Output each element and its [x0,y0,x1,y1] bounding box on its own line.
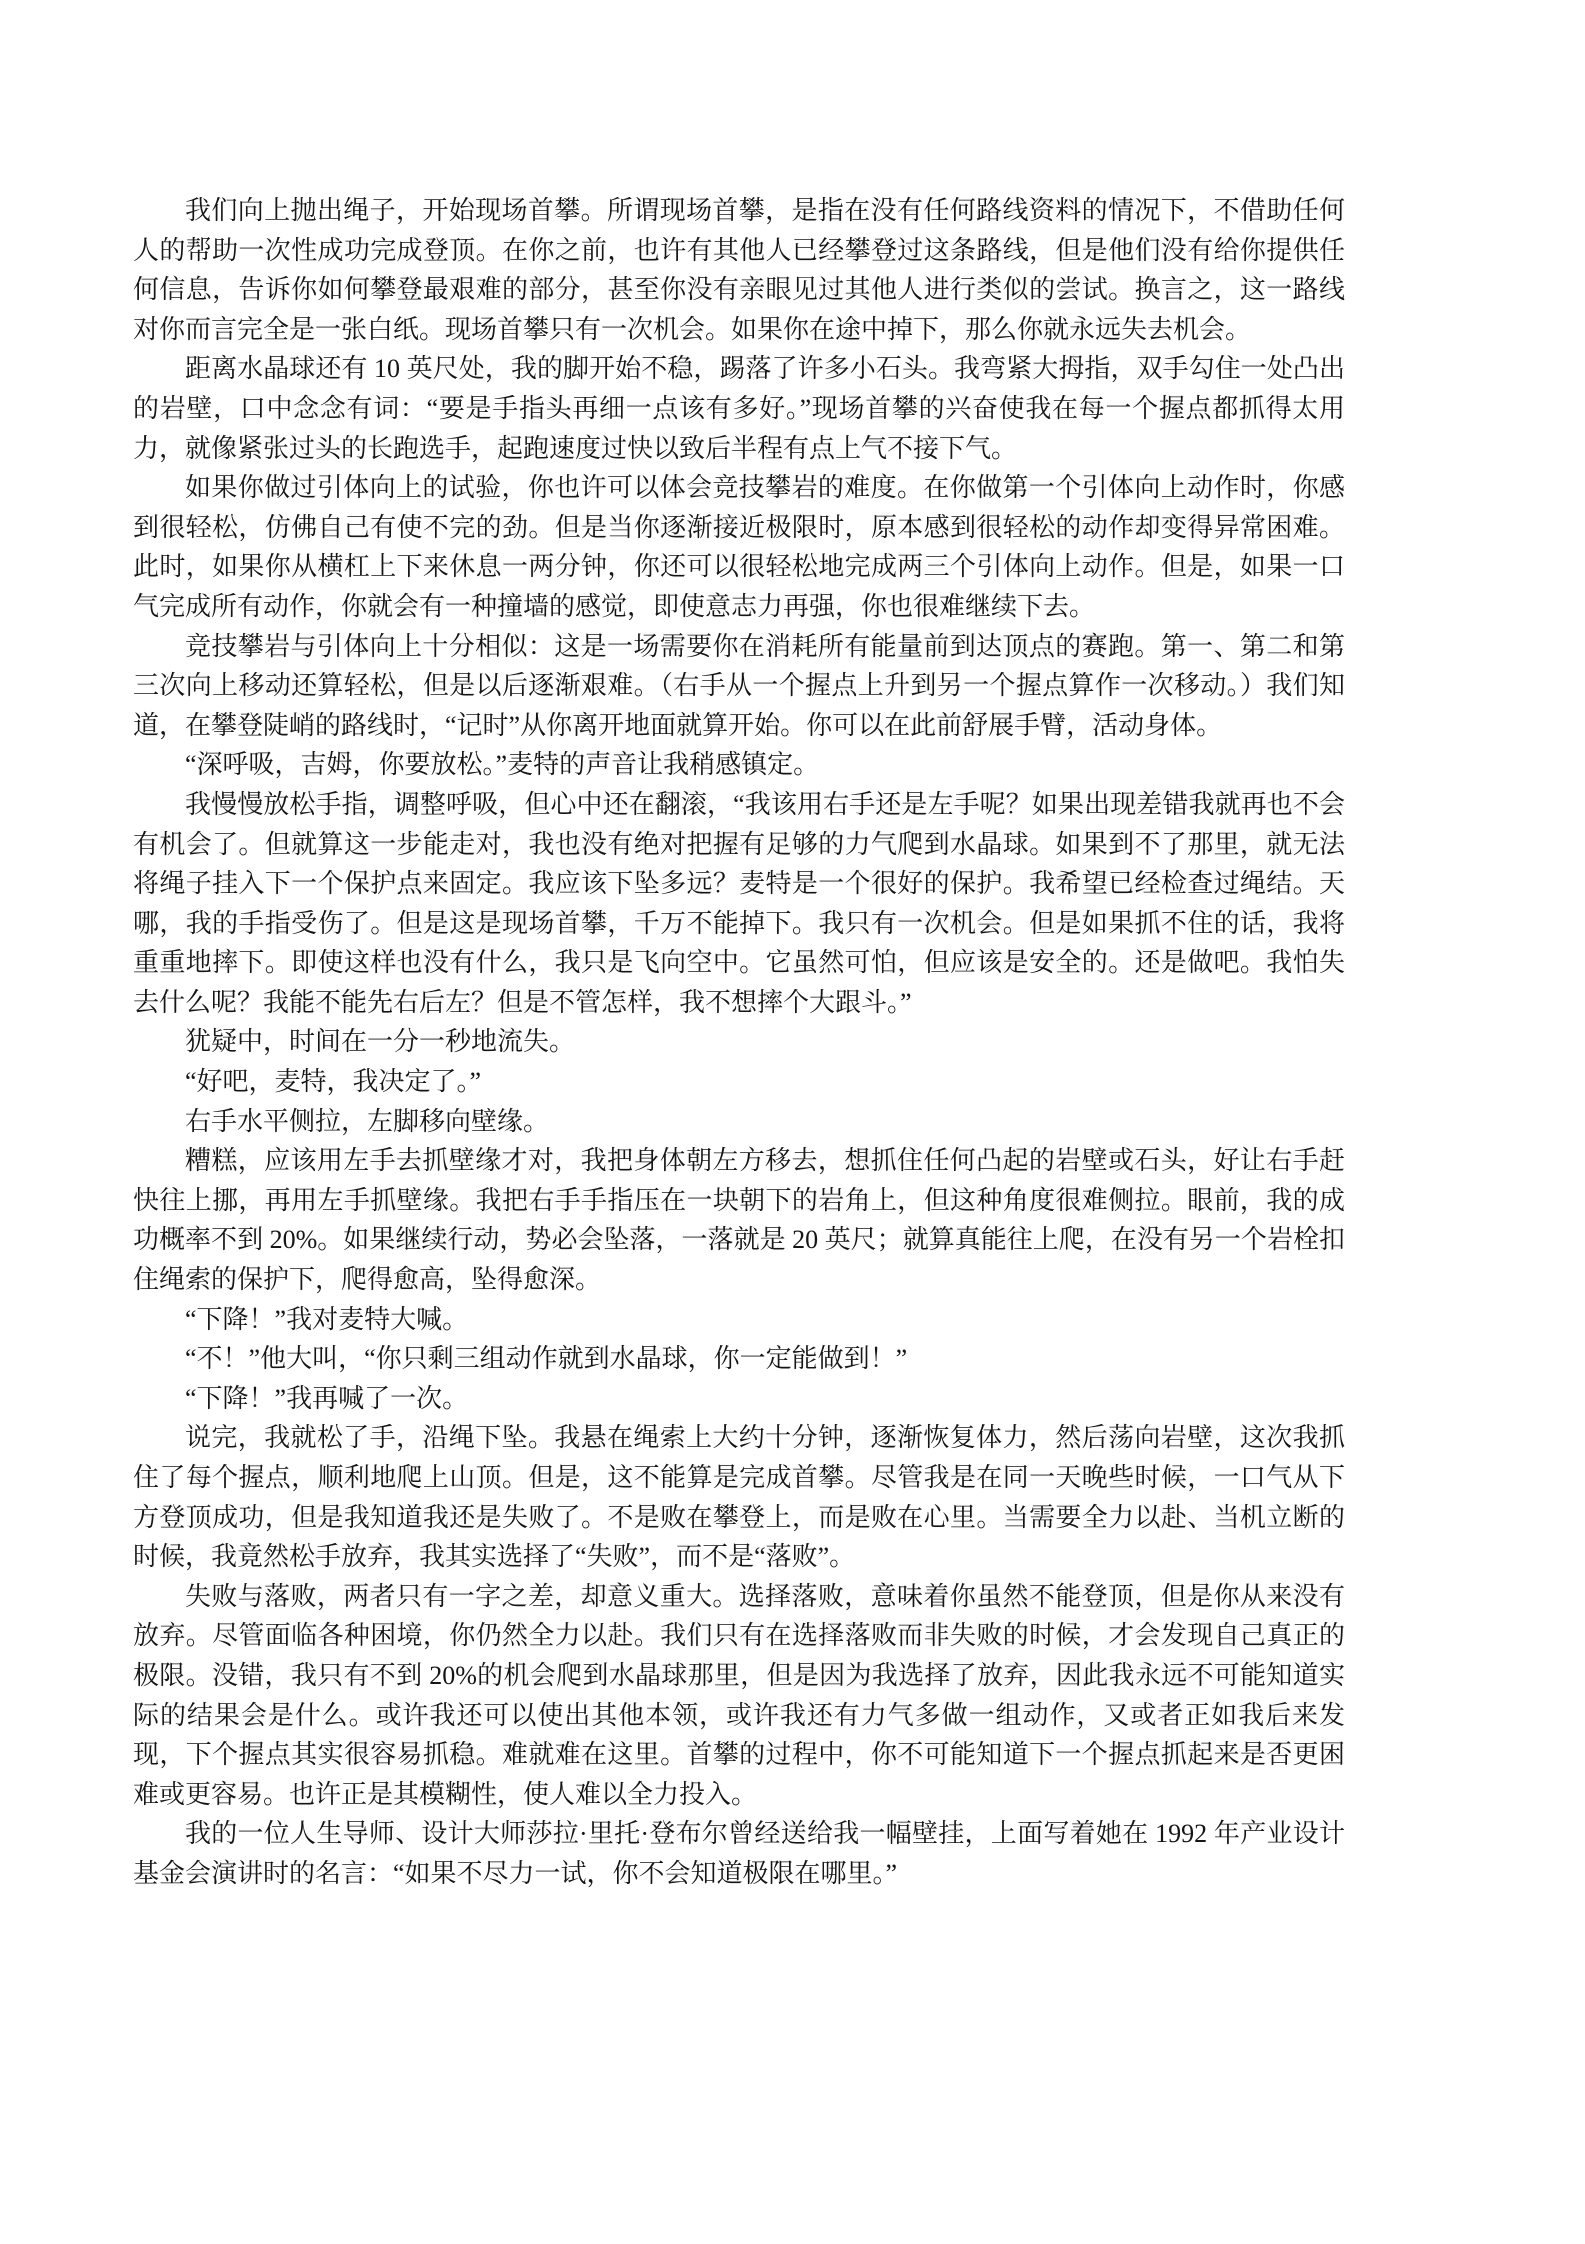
paragraph-13: “下降！”我再喊了一次。 [185,1383,469,1413]
paragraph-16: 我的一位人生导师、设计大师莎拉·里托·登布尔曾经送给我一幅壁挂，上面写着她在 1992 年产业设计基金会演讲时的名言：“如果不尽力一试，你不会知道极限在哪里。” [133,1819,1345,1888]
document-body [133,191,1345,1894]
paragraph-8: “好吧，麦特，我决定了。” [185,1067,482,1097]
paragraph-2: 距离水晶球还有 10 英尺处，我的脚开始不稳，踢落了许多小石头。我弯紧大拇指，双手勾住一处凸出的岩壁，口中念念有词：“要是手指头再细一点该有多好。”现场首攀的兴奋使我在每一个握点都抓得太用力，就像紧张过头的长跑选手，起跑速度过快以致后半程有点上气不接下气。 [133,354,1345,463]
paragraph-5: “深呼吸，吉姆，你要放松。”麦特的声音让我稍感镇定。 [185,750,820,780]
paragraph-10: 糟糕，应该用左手去抓壁缘才对，我把身体朝左方移去，想抓住任何凸起的岩壁或石头，好让右手赶快往上挪，再用左手抓壁缘。我把右手手指压在一块朝下的岩角上，但这种角度很难侧拉。眼前，我的成功概率不到 20%。如果继续行动，势必会坠落，一落就是 20 英尺；就算真能往上爬，在没有另一个岩栓扣住绳索的保护下，爬得愈高，坠得愈深。 [133,1146,1345,1295]
paragraph-9: 右手水平侧拉，左脚移向壁缘。 [185,1106,550,1136]
paragraph-14: 说完，我就松了手，沿绳下坠。我悬在绳索上大约十分钟，逐渐恢复体力，然后荡向岩壁，这次我抓住了每个握点，顺利地爬上山顶。但是，这不能算是完成首攀。尽管我是在同一天晚些时候，一口气从下方登顶成功，但是我知道我还是失败了。不是败在攀登上，而是败在心里。当需要全力以赴、当机立断的时候，我竟然松手放弃，我其实选择了“失败”，而不是“落败”。 [133,1423,1345,1572]
paragraph-11: “下降！”我对麦特大喊。 [185,1304,469,1334]
paragraph-4: 竞技攀岩与引体向上十分相似：这是一场需要你在消耗所有能量前到达顶点的赛跑。第一、第二和第三次向上移动还算轻松，但是以后逐渐艰难。（右手从一个握点上升到另一个握点算作一次移动。）我们知道，在攀登陡峭的路线时，“记时”从你离开地面就算开始。你可以在此前舒展手臂，活动身体。 [133,631,1345,740]
paragraph-3: 如果你做过引体向上的试验，你也许可以体会竞技攀岩的难度。在你做第一个引体向上动作时，你感到很轻松，仿佛自己有使不完的劲。但是当你逐渐接近极限时，原本感到很轻松的动作却变得异常困难。此时，如果你从横杠上下来休息一两分钟，你还可以很轻松地完成两三个引体向上动作。但是，如果一口气完成所有动作，你就会有一种撞墙的感觉，即使意志力再强，你也很难继续下去。 [133,473,1345,621]
paragraph-15: 失败与落败，两者只有一字之差，却意义重大。选择落败，意味着你虽然不能登顶，但是你从来没有放弃。尽管面临各种困境，你仍然全力以赴。我们只有在选择落败而非失败的时候，才会发现自己真正的极限。没错，我只有不到 20%的机会爬到水晶球那里，但是因为我选择了放弃，因此我永远不可能知道实际的结果会是什么。或许我还可以使出其他本领，或许我还有力气多做一组动作，又或者正如我后来发现，下个握点其实很容易抓稳。难就难在这里。首攀的过程中，你不可能知道下一个握点抓起来是否更困难或更容易。也许正是其模糊性，使人难以全力投入。 [133,1581,1345,1809]
paragraph-12: “不！”他大叫，“你只剩三组动作就到水晶球，你一定能做到！” [185,1344,908,1374]
paragraph-6: 我慢慢放松手指，调整呼吸，但心中还在翻滚，“我该用右手还是左手呢？如果出现差错我就再也不会有机会了。但就算这一步能走对，我也没有绝对把握有足够的力气爬到水晶球。如果到不了那里，就无法将绳子挂入下一个保护点来固定。我应该下坠多远？麦特是一个很好的保护。我希望已经检查过绳结。天哪，我的手指受伤了。但是这是现场首攀，千万不能掉下。我只有一次机会。但是如果抓不住的话，我将重重地摔下。即使这样也没有什么，我只是飞向空中。它虽然可怕，但应该是安全的。还是做吧。我怕失去什么呢？我能不能先右后左？但是不管怎样，我不想摔个大跟斗。” [133,789,1345,1017]
paragraph-1: 我们向上抛出绳子，开始现场首攀。所谓现场首攀，是指在没有任何路线资料的情况下，不借助任何人的帮助一次性成功完成登顶。在你之前，也许有其他人已经攀登过这条路线，但是他们没有给你提供任何信息，告诉你如何攀登最艰难的部分，甚至你没有亲眼见过其他人进行类似的尝试。换言之，这一路线对你而言完全是一张白纸。现场首攀只有一次机会。如果你在途中掉下，那么你就永远失去机会。 [133,196,1345,344]
paragraph-7: 犹疑中，时间在一分一秒地流失。 [185,1027,576,1057]
